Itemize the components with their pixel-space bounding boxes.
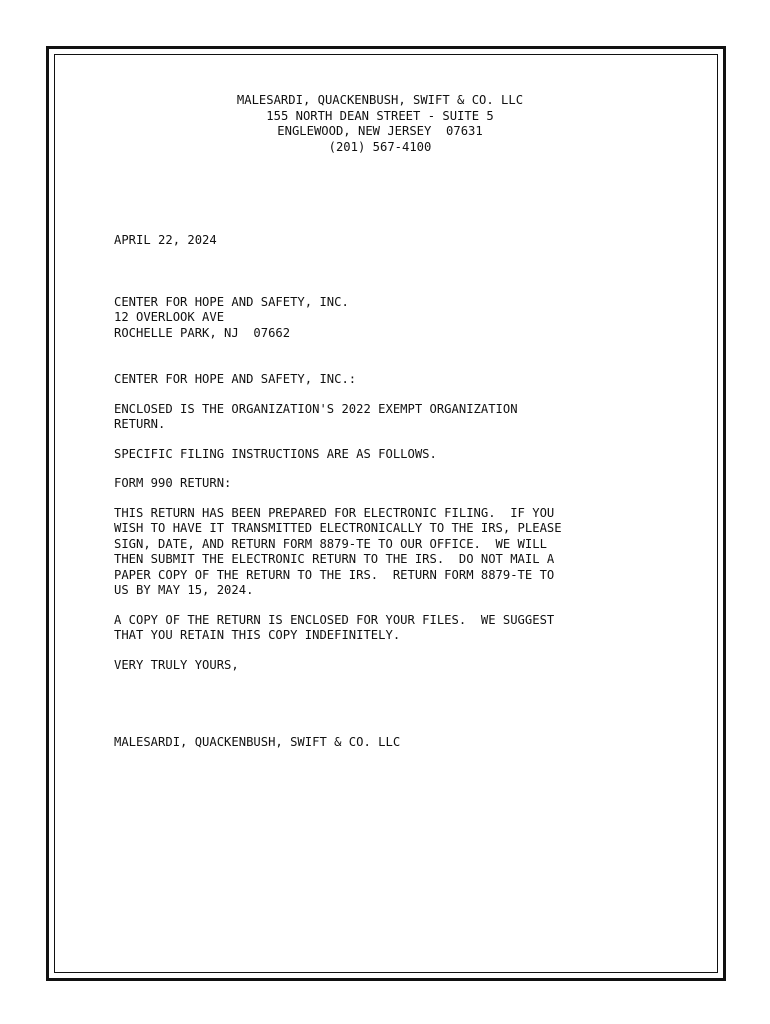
paragraph-line: ENCLOSED IS THE ORGANIZATION'S 2022 EXEMPT ORGANIZATION <box>114 401 518 416</box>
paragraph-line: SPECIFIC FILING INSTRUCTIONS ARE AS FOLLOWS. <box>114 446 437 461</box>
closing: VERY TRULY YOURS, <box>114 657 239 672</box>
recipient-address <box>114 295 694 342</box>
paragraph-electronic-filing <box>114 506 694 599</box>
paragraph-instructions <box>114 447 694 463</box>
firm-name: MALESARDI, QUACKENBUSH, SWIFT & CO. LLC <box>236 93 524 107</box>
recipient-city: ROCHELLE PARK, NJ 07662 <box>114 325 291 340</box>
firm-street: 155 NORTH DEAN STREET - SUITE 5 <box>266 108 494 123</box>
letter-date: APRIL 22, 2024 <box>114 233 217 247</box>
signature: MALESARDI, QUACKENBUSH, SWIFT & CO. LLC <box>114 735 401 749</box>
recipient-name: CENTER FOR HOPE AND SAFETY, INC. <box>114 294 349 309</box>
paragraph-line: PAPER COPY OF THE RETURN TO THE IRS. RETURN FORM 8879-TE TO <box>114 567 555 582</box>
recipient-street: 12 OVERLOOK AVE <box>114 310 225 324</box>
paragraph-line: SIGN, DATE, AND RETURN FORM 8879-TE TO OUR OFFICE. WE WILL <box>114 536 547 551</box>
paragraph-line: THEN SUBMIT THE ELECTRONIC RETURN TO THE IRS. DO NOT MAIL A <box>114 552 555 566</box>
paragraph-enclosed <box>114 402 694 433</box>
paragraph-copy <box>114 613 694 644</box>
paragraph-line: THAT YOU RETAIN THIS COPY INDEFINITELY. <box>114 628 401 642</box>
paragraph-line: US BY MAY 15, 2024. <box>114 583 254 597</box>
paragraph-line: FORM 990 RETURN: <box>114 476 232 490</box>
paragraph-form <box>114 476 694 492</box>
paragraph-line: THIS RETURN HAS BEEN PREPARED FOR ELECTRONIC FILING. IF YOU <box>114 505 555 520</box>
paragraph-closing <box>114 658 694 674</box>
paragraph-line: RETURN. <box>114 417 166 431</box>
letterhead <box>114 93 646 155</box>
paragraph-line: A COPY OF THE RETURN IS ENCLOSED FOR YOUR FILES. WE SUGGEST <box>114 612 555 627</box>
salutation: CENTER FOR HOPE AND SAFETY, INC.: <box>114 372 357 386</box>
paragraph-line: WISH TO HAVE IT TRANSMITTED ELECTRONICALLY TO THE IRS, PLEASE <box>114 521 562 535</box>
firm-phone: (201) 567-4100 <box>328 139 432 154</box>
firm-city: ENGLEWOOD, NEW JERSEY 07631 <box>277 124 483 138</box>
letter-body <box>114 93 694 751</box>
